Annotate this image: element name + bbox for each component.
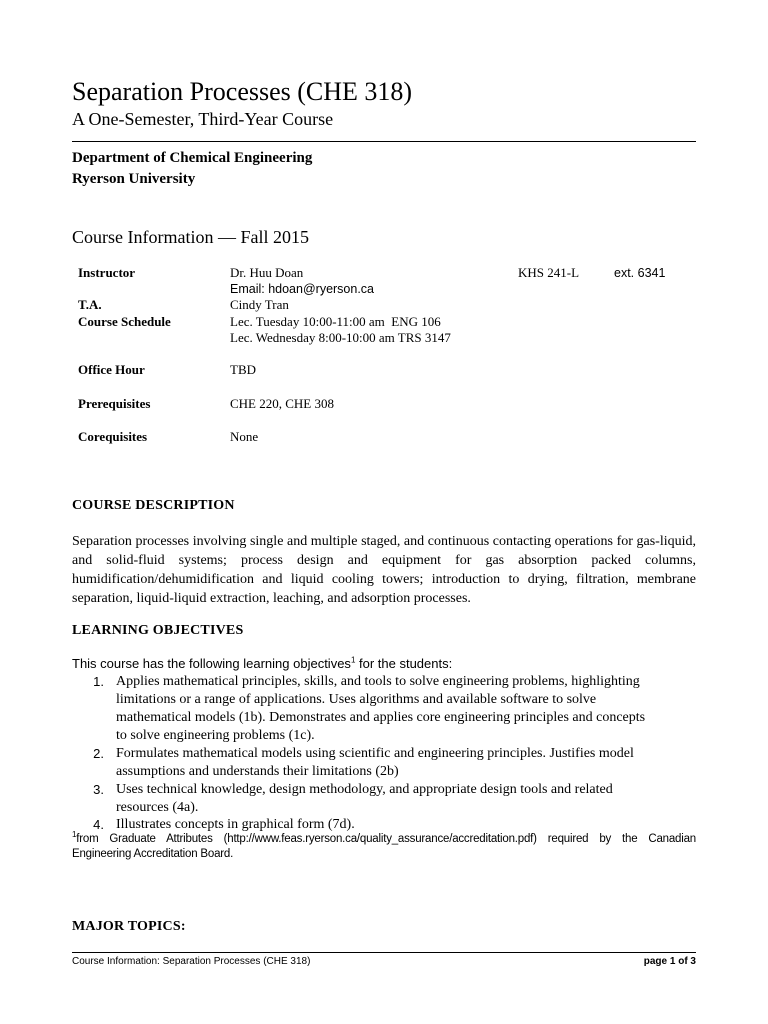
page-subtitle: A One-Semester, Third-Year Course (72, 109, 334, 129)
learning-objectives-heading: LEARNING OBJECTIVES (72, 623, 244, 638)
objective-number: 2. (93, 746, 104, 761)
objective-number: 3. (93, 782, 104, 797)
instructor-email: Email: hdoan@ryerson.ca (230, 282, 375, 296)
footnote-number: 1 (72, 830, 77, 840)
objective-2-line: Formulates mathematical models using scientific and engineering principles. Justifies model (116, 746, 634, 761)
objective-1-line: mathematical models (1b). Demonstrates and applies core engineering principles and concepts (116, 710, 646, 725)
objectives-intro (72, 656, 452, 672)
office-hour-label: Office Hour (78, 362, 145, 377)
objective-4-line: Illustrates concepts in graphical form (7d). (116, 817, 355, 832)
objective-3-line: resources (4a). (116, 800, 199, 815)
university-name: Ryerson University (72, 171, 196, 187)
footer-divider (72, 952, 696, 953)
objective-1-line: Applies mathematical principles, skills, and tools to solve engineering problems, highlighting (116, 674, 640, 689)
page-title: Separation Processes (CHE 318) (72, 77, 413, 106)
footer-page-number: page 1 of 3 (643, 956, 696, 967)
footnote (72, 832, 696, 862)
course-description-heading: COURSE DESCRIPTION (72, 498, 235, 513)
instructor-label: Instructor (78, 265, 136, 280)
prerequisites-value: CHE 220, CHE 308 (230, 396, 334, 411)
objective-1-line: to solve engineering problems (1c). (116, 728, 315, 743)
objective-number: 1. (93, 674, 104, 689)
schedule-line-1: Lec. Tuesday 10:00-11:00 am ENG 106 (230, 314, 441, 329)
ta-label: T.A. (78, 297, 102, 312)
schedule-label: Course Schedule (78, 314, 171, 329)
major-topics-heading: MAJOR TOPICS: (72, 919, 186, 934)
course-info-heading: Course Information — Fall 2015 (72, 227, 309, 247)
objective-1-line: limitations or a range of applications. Uses algorithms and available software to solve (116, 692, 597, 707)
course-description-text: Separation processes involving single and multiple staged, and continuous contacting operations for gas-liquid, and solid-fluid systems; process design and equipment for gas absorption packed columns, humidification/dehumidification and liquid cooling towers; introduction to drying, filtration, membrane separation, liquid-liquid extraction, leaching, and adsorption processes. (72, 534, 696, 606)
office-hour-value: TBD (230, 362, 256, 377)
prerequisites-label: Prerequisites (78, 396, 151, 411)
objectives-intro-text-end: for the students: (355, 656, 453, 671)
header-divider (72, 141, 696, 142)
corequisites-value: None (230, 429, 259, 444)
objective-3-line: Uses technical knowledge, design methodology, and appropriate design tools and related (116, 782, 613, 797)
objective-2-line: assumptions and understands their limitations (2b) (116, 764, 399, 779)
corequisites-label: Corequisites (78, 429, 148, 444)
ta-name: Cindy Tran (230, 297, 289, 312)
footnote-marker: 1 (350, 655, 356, 665)
objectives-intro-text: This course has the following learning objectives (72, 656, 351, 671)
footnote-text: from Graduate Attributes (http://www.feas.ryerson.ca/quality_assurance/accreditation.pdf) required by the Canadian Engineering Accreditation Board. (72, 833, 696, 860)
footer-course-title: Course Information: Separation Processes (CHE 318) (72, 956, 311, 967)
instructor-extension: ext. 6341 (614, 266, 666, 280)
objective-number: 4. (93, 817, 104, 832)
instructor-name: Dr. Huu Doan (230, 265, 304, 280)
department-name: Department of Chemical Engineering (72, 150, 313, 166)
schedule-line-2: Lec. Wednesday 8:00-10:00 am TRS 3147 (230, 330, 451, 345)
instructor-office: KHS 241-L (518, 265, 580, 280)
